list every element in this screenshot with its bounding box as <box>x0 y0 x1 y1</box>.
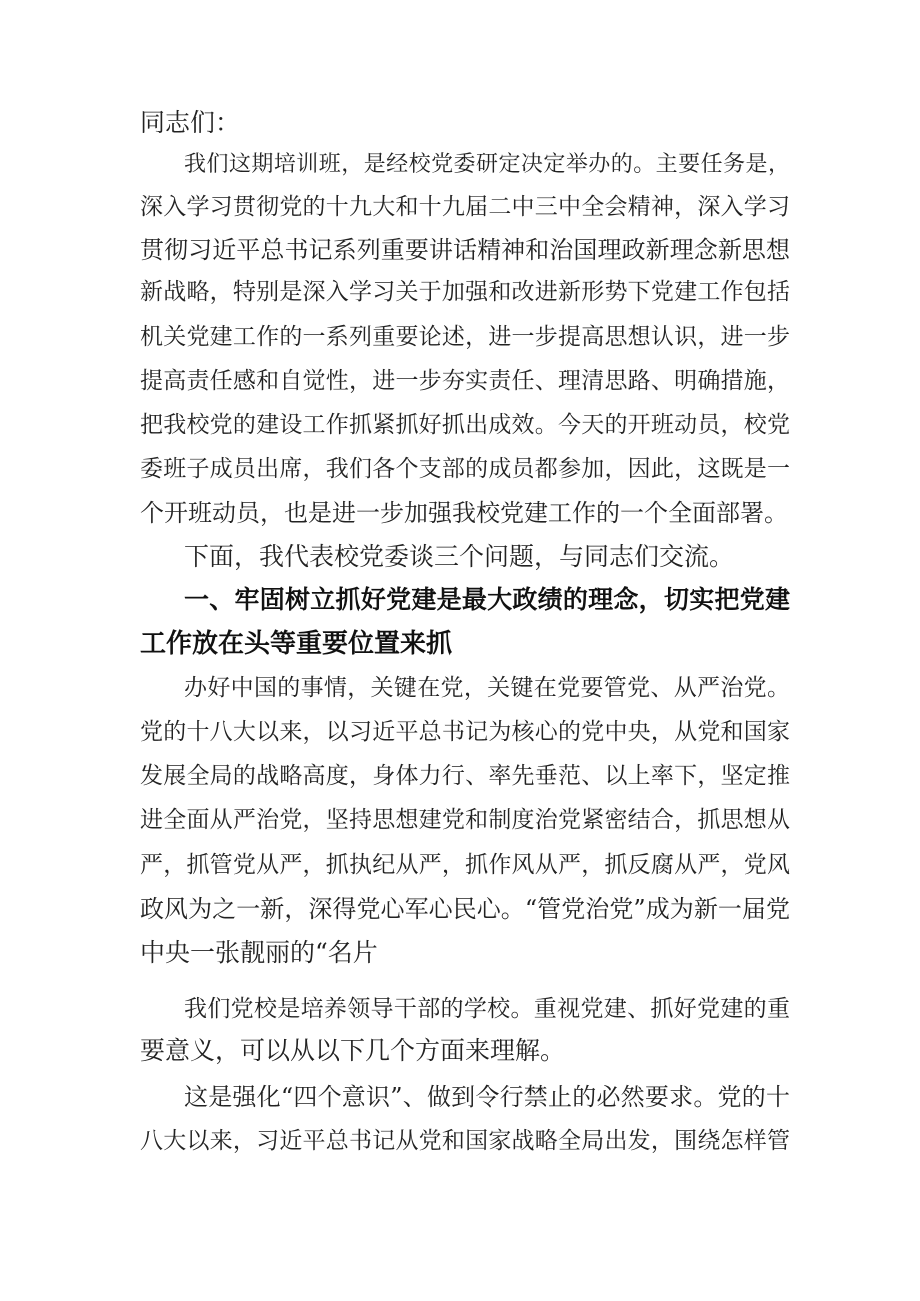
paragraph-line: 八大以来，习近平总书记从党和国家战略全局出发，围绕怎样管 <box>140 1128 790 1154</box>
paragraph-line: 进全面从严治党，坚持思想建党和制度治党紧密结合，抓思想从 <box>140 807 790 833</box>
paragraph-line: 严，抓管党从严，抓执纪从严，抓作风从严，抓反腐从严，党风 <box>140 852 790 878</box>
paragraph-line: 委班子成员出席，我们各个支部的成员都参加，因此，这既是一 <box>140 456 790 482</box>
paragraph-line: 我们党校是培养领导干部的学校。重视党建、抓好党建的重 <box>184 996 790 1022</box>
paragraph-line: 我们这期培训班，是经校党委研定决定举办的。主要任务是， <box>184 152 790 177</box>
paragraph-line: 党的十八大以来，以习近平总书记为核心的党中央，从党和国家 <box>140 719 790 745</box>
paragraph-line: 中央一张靓丽的“名片 <box>140 938 378 967</box>
paragraph-line: 机关党建工作的一系列重要论述，进一步提高思想认识，进一步 <box>140 324 790 350</box>
paragraph-line: 个开班动员，也是进一步加强我校党建工作的一个全面部署。 <box>140 499 788 527</box>
paragraph-line: 下面，我代表校党委谈三个问题，与同志们交流。 <box>184 542 735 571</box>
paragraph-line: 提高责任感和自觉性，进一步夯实责任、理清思路、明确措施， <box>140 368 790 394</box>
paragraph-line: 新战略，特别是深入学习关于加强和改进新形势下党建工作包括 <box>140 279 790 305</box>
paragraph-line: 政风为之一新，深得党心军心民心。“管党治党”成为新一届党 <box>140 895 790 923</box>
section-heading-line: 工作放在头等重要位置来抓 <box>140 629 453 659</box>
paragraph-line: 发展全局的战略高度，身体力行、率先垂范、以上率下，坚定推 <box>140 763 790 789</box>
paragraph-line: 办好中国的事情，关键在党，关键在党要管党、从严治党。 <box>184 675 790 701</box>
section-heading-line: 一、牢固树立抓好党建是最大政绩的理念，切实把党建 <box>184 585 790 614</box>
salutation: 同志们： <box>140 108 241 137</box>
paragraph-line: 要意义，可以从以下几个方面来理解。 <box>140 1036 566 1065</box>
paragraph-line: 贯彻习近平总书记系列重要讲话精神和治国理政新理念新思想 <box>140 236 790 264</box>
paragraph-line: 这是强化“四个意识”、做到令行禁止的必然要求。党的十 <box>184 1083 790 1111</box>
paragraph-line: 深入学习贯彻党的十九大和十九届二中三中全会精神，深入学习 <box>140 194 790 220</box>
paragraph-line: 把我校党的建设工作抓紧抓好抓出成效。今天的开班动员，校党 <box>140 412 790 438</box>
